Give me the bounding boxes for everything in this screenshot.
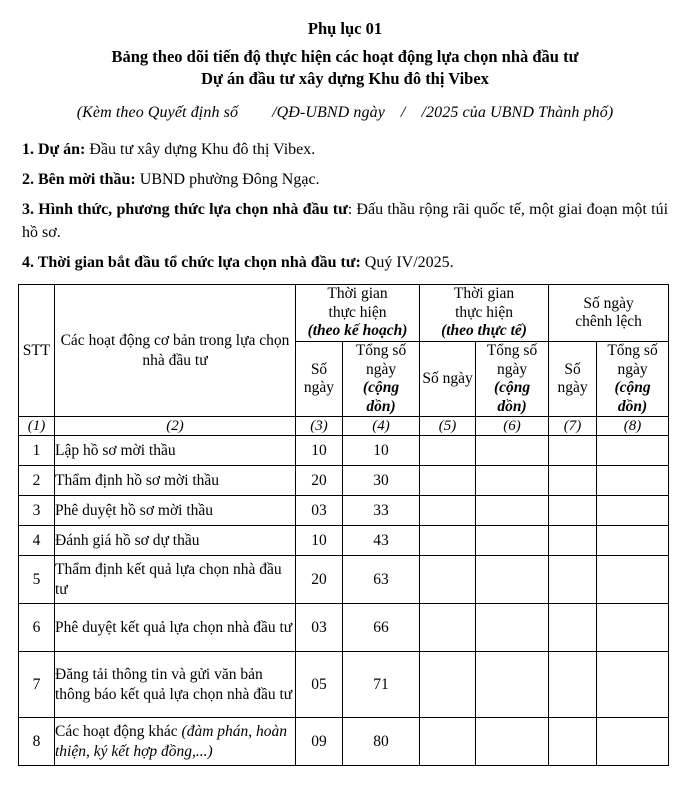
intro-value-start-time: Quý IV/2025. (360, 254, 454, 272)
header-planned-total-line2: ngày (365, 360, 397, 378)
intro-value-selection-method: : Đấu thầu rộng rãi quốc tế, một giai đoạn một túi hồ sơ. (22, 201, 669, 242)
header-planned-days (296, 342, 343, 417)
row-activity-text: Thẩm định kết quả lựa chọn nhà đầu tư (55, 561, 282, 598)
intro-section (0, 138, 690, 274)
table-row (19, 466, 669, 496)
intro-value-procuring-entity: UBND phường Đông Ngạc. (135, 171, 320, 189)
header-actual-total-line2: ngày (496, 360, 528, 378)
row-diff-days[interactable] (549, 604, 597, 652)
row-diff-days[interactable] (549, 526, 597, 556)
row-actual-days[interactable] (420, 496, 476, 526)
table-row (19, 496, 669, 526)
schedule-table-wrapper (0, 284, 690, 766)
row-diff-days[interactable] (549, 718, 597, 766)
row-actual-total[interactable] (476, 556, 549, 604)
intro-value-project: Đầu tư xây dựng Khu đô thị Vibex. (85, 141, 316, 159)
attachment-part3: / (400, 104, 406, 122)
header-planned-total-line1: Tổng số (355, 342, 407, 360)
attachment-part2: /QĐ-UBND ngày (272, 104, 385, 122)
row-actual-days[interactable] (420, 652, 476, 718)
row-actual-days[interactable] (420, 526, 476, 556)
header-planned-total-note1: (cộng (362, 379, 400, 397)
row-activity (55, 496, 296, 526)
row-plan-days: 09 (296, 718, 343, 766)
row-diff-days[interactable] (549, 466, 597, 496)
row-activity (55, 436, 296, 466)
row-activity-text: Phê duyệt kết quả lựa chọn nhà đầu tư (55, 619, 293, 637)
column-number-2: (2) (55, 417, 296, 436)
header-difference-total-note1: (cộng (614, 379, 651, 397)
header-group-actual (420, 285, 549, 342)
row-activity-italic: (đàm phán, hoàn thiện, ký kết hợp đồng,...) (55, 723, 288, 760)
row-plan-total: 33 (343, 496, 420, 526)
column-number-3: (3) (296, 417, 343, 436)
row-plan-days: 10 (296, 526, 343, 556)
row-stt: 4 (19, 526, 55, 556)
header-activity: Các hoạt động cơ bản trong lựa chọn nhà đầu tư (55, 285, 296, 417)
attachment-part1: (Kèm theo Quyết định số (76, 104, 239, 122)
row-actual-days[interactable] (420, 436, 476, 466)
table-row (19, 526, 669, 556)
row-actual-days[interactable] (420, 604, 476, 652)
row-plan-total: 66 (343, 604, 420, 652)
column-number-6: (6) (476, 417, 549, 436)
row-actual-days[interactable] (420, 718, 476, 766)
row-diff-days[interactable] (549, 436, 597, 466)
row-stt: 2 (19, 466, 55, 496)
header-difference-total (597, 342, 669, 417)
column-number-8: (8) (597, 417, 669, 436)
row-diff-days[interactable] (549, 496, 597, 526)
header-planned-total-note2: dồn) (366, 397, 396, 415)
row-stt: 6 (19, 604, 55, 652)
header-group-planned (296, 285, 420, 342)
row-activity-text: Đăng tải thông tin và gửi văn bản thông báo kết quả lựa chọn nhà đầu tư (55, 666, 293, 703)
row-actual-total[interactable] (476, 652, 549, 718)
row-diff-total[interactable] (597, 556, 669, 604)
column-number-1: (1) (19, 417, 55, 436)
header-group-actual-line2: thực hiện (455, 303, 513, 321)
row-diff-total[interactable] (597, 526, 669, 556)
header-group-planned-note: (theo kế hoạch) (307, 322, 408, 340)
intro-label-selection-method: 3. Hình thức, phương thức lựa chọn nhà đầu tư (22, 201, 348, 219)
row-plan-days: 20 (296, 466, 343, 496)
header-actual-total-note1: (cộng (493, 379, 531, 397)
row-plan-days: 05 (296, 652, 343, 718)
row-plan-total: 63 (343, 556, 420, 604)
row-activity-text: Lập hồ sơ mời thầu (55, 442, 176, 460)
intro-label-project: 1. Dự án: (22, 141, 86, 159)
header-group-actual-line1: Thời gian (453, 285, 515, 303)
column-number-7: (7) (549, 417, 597, 436)
header-group-difference-line2: chênh lệch (575, 313, 642, 331)
header-planned-days-text: Số ngày (303, 360, 335, 397)
table-row (19, 556, 669, 604)
header-difference-total-line2: ngày (617, 360, 648, 378)
row-activity (55, 556, 296, 604)
header-difference-total-line1: Tổng số (607, 342, 658, 360)
header-difference-total-note2: dồn) (617, 397, 648, 415)
appendix-label: Phụ lục 01 (307, 19, 383, 38)
row-diff-total[interactable] (597, 604, 669, 652)
row-diff-total[interactable] (597, 436, 669, 466)
header-stt: STT (19, 285, 55, 417)
row-diff-total[interactable] (597, 718, 669, 766)
row-plan-days: 03 (296, 496, 343, 526)
table-body (19, 417, 669, 766)
row-activity (55, 466, 296, 496)
row-stt: 5 (19, 556, 55, 604)
header-group-planned-line2: thực hiện (328, 303, 387, 321)
row-activity-text: Đánh giá hồ sơ dự thầu (55, 532, 200, 550)
row-plan-total: 80 (343, 718, 420, 766)
row-actual-total[interactable] (476, 436, 549, 466)
header-actual-days (420, 342, 476, 417)
header-group-actual-note: (theo thực tế) (441, 322, 527, 340)
row-actual-total[interactable] (476, 466, 549, 496)
row-activity (55, 652, 296, 718)
header-actual-total-line1: Tổng số (486, 342, 538, 360)
row-activity-text: Phê duyệt hồ sơ mời thầu (55, 502, 214, 520)
header-group-difference (549, 285, 669, 342)
row-plan-days: 03 (296, 604, 343, 652)
schedule-table (18, 284, 669, 766)
table-row (19, 436, 669, 466)
row-plan-days: 20 (296, 556, 343, 604)
table-head (19, 285, 669, 417)
header-group-difference-line1: Số ngày (583, 294, 634, 312)
header-group-planned-line1: Thời gian (327, 285, 388, 303)
column-number-row (19, 417, 669, 436)
row-activity-text: Thẩm định hồ sơ mời thầu (55, 472, 220, 490)
row-actual-total[interactable] (476, 496, 549, 526)
row-activity (55, 718, 296, 766)
header-actual-total (476, 342, 549, 417)
row-stt: 1 (19, 436, 55, 466)
intro-item-start-time (22, 251, 668, 274)
row-activity (55, 526, 296, 556)
row-plan-total: 30 (343, 466, 420, 496)
row-actual-days[interactable] (420, 556, 476, 604)
header-actual-total-note2: dồn) (497, 397, 527, 415)
row-diff-days[interactable] (549, 652, 597, 718)
intro-label-procuring-entity: 2. Bên mời thầu: (22, 171, 136, 189)
row-stt: 7 (19, 652, 55, 718)
row-activity-text: Các hoạt động khác (55, 723, 182, 741)
row-actual-total[interactable] (476, 604, 549, 652)
row-stt: 3 (19, 496, 55, 526)
header-row-groups (19, 285, 669, 342)
column-number-4: (4) (343, 417, 420, 436)
row-activity (55, 604, 296, 652)
intro-item-selection-method (22, 198, 668, 244)
row-diff-total[interactable] (597, 496, 669, 526)
row-diff-total[interactable] (597, 466, 669, 496)
title-block (0, 0, 690, 122)
row-diff-days[interactable] (549, 556, 597, 604)
row-stt: 8 (19, 718, 55, 766)
intro-label-start-time: 4. Thời gian bắt đầu tổ chức lựa chọn nhà đầu tư: (22, 254, 361, 272)
row-plan-total: 43 (343, 526, 420, 556)
row-actual-total[interactable] (476, 526, 549, 556)
row-diff-total[interactable] (597, 652, 669, 718)
header-planned-total (343, 342, 420, 417)
attachment-reference (0, 104, 690, 122)
header-actual-days-text: Số ngày (422, 369, 473, 387)
intro-item-project (22, 138, 668, 161)
column-number-5: (5) (420, 417, 476, 436)
page-title (0, 46, 690, 90)
attachment-part4: /2025 của UBND Thành phố) (421, 104, 614, 122)
header-difference-days-text: Số ngày (557, 360, 588, 397)
table-row (19, 604, 669, 652)
intro-item-procuring-entity (22, 168, 668, 191)
row-actual-total[interactable] (476, 718, 549, 766)
row-plan-total: 71 (343, 652, 420, 718)
row-plan-total: 10 (343, 436, 420, 466)
header-difference-days (549, 342, 597, 417)
row-plan-days: 10 (296, 436, 343, 466)
table-row (19, 718, 669, 766)
table-row (19, 652, 669, 718)
page-title-line2: Dự án đầu tư xây dựng Khu đô thị Vibex (201, 69, 489, 89)
row-actual-days[interactable] (420, 466, 476, 496)
page-title-line1: Bảng theo dõi tiến độ thực hiện các hoạt động lựa chọn nhà đầu tư (111, 47, 579, 67)
